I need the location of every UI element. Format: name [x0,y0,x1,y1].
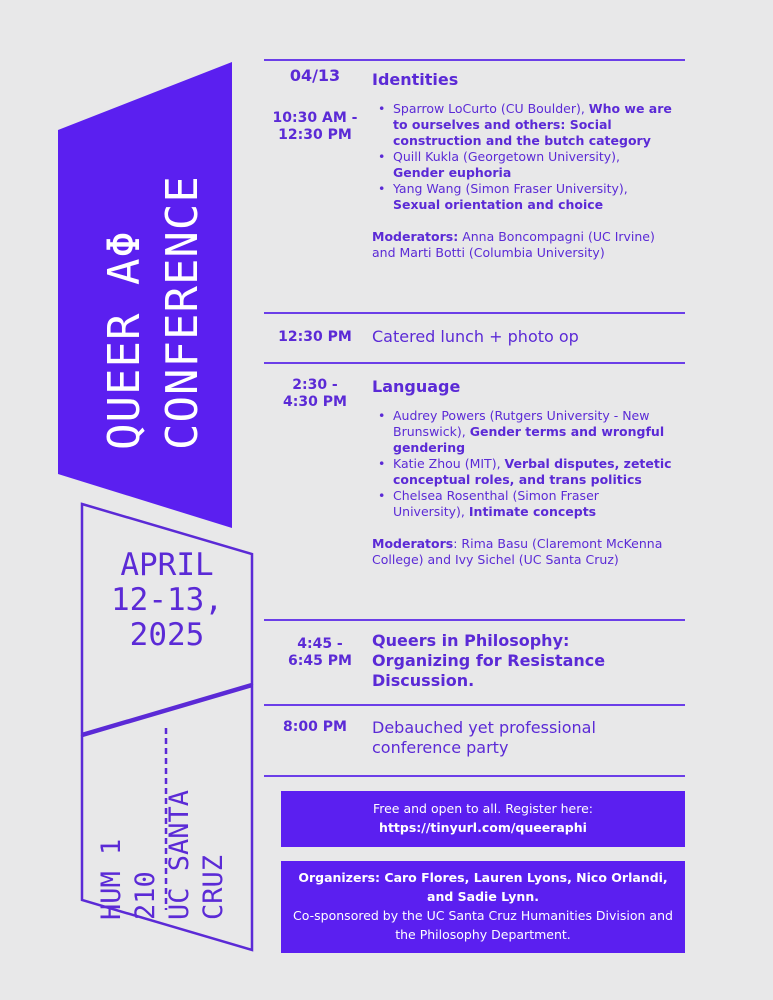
session1-talk-list [372,101,672,213]
register-link[interactable]: https://tinyurl.com/queeraphi [379,820,587,835]
talk-title: Who we are to ourselves and others: Social construction and the butch category [393,101,672,148]
organizers-text: Organizers: Caro Flores, Lauren Lyons, Nico Orlandi, and Sadie Lynn. [298,870,668,904]
session1-date: 04/13 [289,66,341,85]
discussion-time: 4:45 - 6:45 PM [288,636,352,669]
list-item [372,149,672,181]
moderators-label: Moderators: [372,229,459,244]
conference-title [96,175,212,450]
location-campus-1: UC SANTA [164,789,195,920]
date-month: APRIL [120,547,214,583]
session2-title: Language [372,377,461,396]
talk-title: Gender euphoria [393,165,512,180]
date-year: 2025 [129,617,205,653]
talk-speaker: Sparrow LoCurto (CU Boulder), [393,101,589,116]
discussion-text: Queers in Philosophy: Organizing for Resistance Discussion. [372,631,606,690]
conference-location [95,790,231,920]
lunch-text: Catered lunch + photo op [372,327,579,346]
conference-title-line1: QUEER AΦ [99,230,150,450]
location-room: 210 [130,871,161,920]
list-item [372,181,672,213]
location-building: HUM 1 [96,838,127,920]
talk-title: Gender terms and wrongful gendering [393,424,665,455]
moderators-label: Moderators [372,536,454,551]
session1-title: Identities [372,70,459,89]
sponsor-text: Co-sponsored by the UC Santa Cruz Humanities Division and the Philosophy Department. [293,908,673,942]
party-time: 8:00 PM [283,719,347,735]
talk-speaker: Yang Wang (Simon Fraser University), [393,181,628,196]
schedule-rule-top [264,59,685,61]
talk-title: Verbal disputes, zetetic conceptual roles, and trans politics [393,456,672,487]
talk-title: Sexual orientation and choice [393,197,604,212]
conference-date [84,548,250,653]
schedule-rule-4 [264,704,685,706]
talk-speaker: Quill Kukla (Georgetown University), [393,149,621,164]
lunch-time: 12:30 PM [278,329,352,345]
session1-moderators [372,229,672,261]
list-item [372,408,672,456]
register-text: Free and open to all. Register here: [372,801,594,816]
talk-speaker: Katie Zhou (MIT), [393,456,505,471]
session2-talk-list [372,408,672,520]
session2-moderators [372,536,672,568]
location-campus-2: CRUZ [198,854,229,920]
moderators-names: Anna Boncompagni (UC Irvine) and Marti Botti (Columbia University) [372,229,655,260]
date-days: 12-13, [111,582,223,618]
list-item [372,101,672,149]
session1-time: 10:30 AM - 12:30 PM [272,110,358,143]
schedule-rule-1 [264,312,685,314]
party-text: Debauched yet professional conference party [372,718,596,757]
schedule-rule-5 [264,775,685,777]
session2-block [372,377,672,568]
conference-title-line2: CONFERENCE [157,175,208,450]
schedule-rule-3 [264,619,685,621]
talk-speaker: Audrey Powers (Rutgers University - New Brunswick), [393,408,650,439]
session2-time: 2:30 - 4:30 PM [283,377,347,410]
session1-block [372,70,672,261]
organizers-box [281,861,685,953]
list-item [372,456,672,488]
list-item [372,488,672,520]
moderators-names: : Rima Basu (Claremont McKenna College) and Ivy Sichel (UC Santa Cruz) [372,536,663,567]
schedule-rule-2 [264,362,685,364]
talk-speaker: Chelsea Rosenthal (Simon Fraser University), [393,488,599,519]
register-box [281,791,685,847]
talk-title: Intimate concepts [468,504,597,519]
